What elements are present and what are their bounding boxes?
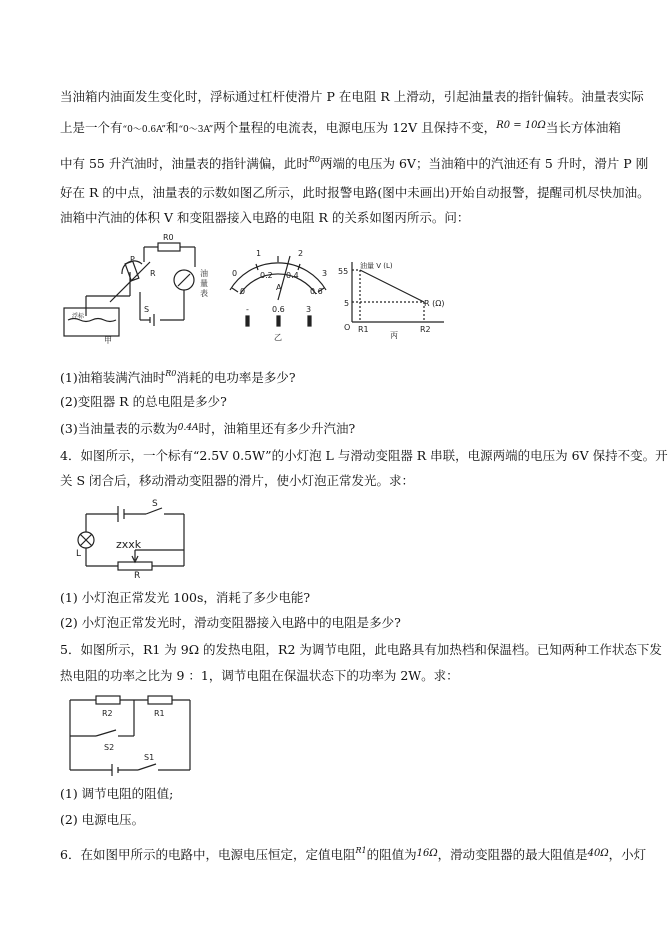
label: S [152, 499, 158, 509]
formula: 0.4A [177, 423, 199, 433]
text-run: (1)油箱装满汽油时 [60, 370, 166, 385]
text-run: 中有 55 升汽油时，油量表的指针满偏，此时 [60, 156, 309, 171]
label: S1 [144, 753, 155, 762]
text-run: 上是一个有 [60, 120, 123, 135]
label: 3 [306, 305, 312, 314]
lamp-circuit-figure [76, 498, 190, 581]
label: A [276, 283, 282, 292]
paragraph-line: 关 S 闭合后，移动滑动变阻器的滑片，使小灯泡正常发光。求： [60, 473, 415, 488]
label: 2 [298, 249, 304, 258]
text-run: 6．在如图甲所示的电路中，电源电压恒定，定值电阻 [60, 847, 356, 862]
paragraph-line [60, 843, 646, 863]
text-run: 两个量程的电流表，电源电压为 12V 且保持不变， [213, 120, 497, 135]
paragraph-line [60, 118, 621, 138]
label: 0 [240, 287, 246, 296]
text-run: 消耗的电功率是多少? [176, 370, 296, 385]
text-run: “0～0.6A” [122, 125, 166, 135]
label: 油量 V (L) [360, 262, 393, 270]
label: P [130, 255, 135, 264]
label: R2 [102, 709, 113, 718]
switch-s1 [138, 764, 156, 770]
paragraph-line: 热电阻的功率之比为 9 ：1，调节电阻在保温状态下的功率为 2W。求： [60, 668, 459, 683]
label: 甲 [104, 336, 112, 345]
question: (2)变阻器 R 的总电阻是多少? [60, 394, 227, 409]
paragraph-line: 当油箱内油面发生变化时，浮标通过杠杆使滑片 P 在电阻 R 上滑动，引起油量表的指针偏转。油量表实际 [60, 89, 644, 104]
label: R0 [163, 233, 174, 242]
resistor-r2 [96, 696, 120, 704]
text-run: 的阻值为 [366, 847, 417, 862]
label: 浮标 [72, 313, 85, 320]
label: 0 [232, 269, 238, 278]
label: R1 [154, 709, 165, 718]
formula: 16Ω [416, 848, 438, 859]
formula: R1 [355, 846, 367, 855]
paragraph-line: 好在 R 的中点，油量表的示数如图乙所示，此时报警电路(图中未画出)开始自动报警，提醒司机尽快加油。 [60, 185, 650, 200]
paragraph-line: 4．如图所示，一个标有“2.5V 0.5W”的小灯泡 L 与滑动变阻器 R 串联，电源两端的电压为 6V 保持不变。开 [60, 448, 668, 463]
label: 乙 [274, 333, 282, 342]
formula: 40Ω [587, 848, 609, 859]
label: 量 [200, 279, 208, 288]
label: 1 [256, 249, 262, 258]
question: (1) 调节电阻的阻值; [60, 786, 174, 801]
label: S [144, 305, 150, 314]
label: 0.4 [286, 271, 299, 280]
label: 油 [200, 269, 208, 278]
label: R (Ω) [424, 299, 445, 308]
label: 0.2 [260, 271, 273, 280]
label: 丙 [390, 331, 398, 340]
question [60, 420, 355, 437]
label: R1 [358, 325, 369, 334]
label: 55 [338, 267, 349, 276]
resistor-r0 [158, 243, 180, 251]
label: 表 [200, 289, 208, 298]
watermark: zxxk [116, 538, 142, 551]
text-run: “0～3A” [178, 125, 214, 135]
text-run: 两端的电压为 6V；当油箱中的汽油还有 5 升时，滑片 P 刚 [319, 156, 649, 171]
resistor-r [125, 261, 139, 281]
question [60, 366, 296, 386]
question: (1) 小灯泡正常发光 100s，消耗了多少电能? [60, 590, 311, 605]
label: R2 [420, 325, 431, 334]
formula: R0 = 10Ω [496, 120, 546, 131]
graph-line [360, 270, 424, 302]
label: S2 [104, 743, 115, 752]
heater-circuit-figure [66, 696, 196, 774]
label: R [134, 571, 141, 581]
text-run: 时，油箱里还有多少升汽油? [198, 421, 356, 436]
text-run: ，小灯 [608, 847, 647, 862]
text-run: (3)当油量表的示数为 [60, 421, 178, 436]
paragraph-line [60, 152, 648, 172]
label: 3 [322, 269, 328, 278]
paragraph-line: 5．如图所示，R1 为 9Ω 的发热电阻，R2 为调节电阻，此电路具有加热档和保温档。已知两种工作状态下发 [60, 642, 662, 657]
label: O [344, 323, 351, 332]
resistor-r1 [148, 696, 172, 704]
label: 5 [344, 299, 350, 308]
switch-s2 [96, 730, 116, 736]
text-run: 和 [165, 120, 179, 135]
fuel-gauge-figure [60, 232, 450, 344]
question: (2) 小灯泡正常发光时，滑动变阻器接入电路中的电阻是多少? [60, 615, 401, 630]
label: - [246, 305, 249, 314]
text-run: ，滑动变阻器的最大阻值是 [437, 847, 588, 862]
formula: R0 [308, 155, 320, 164]
label: 0.6 [310, 287, 323, 296]
question: (2) 电源电压。 [60, 812, 145, 827]
label: L [76, 549, 82, 559]
paragraph-line: 油箱中汽油的体积 V 和变阻器接入电路的电阻 R 的关系如图丙所示。问： [60, 210, 470, 225]
label: R [150, 269, 156, 278]
label: 0.6 [272, 305, 285, 314]
formula: R0 [165, 369, 177, 378]
text-run: 当长方体油箱 [545, 120, 621, 135]
